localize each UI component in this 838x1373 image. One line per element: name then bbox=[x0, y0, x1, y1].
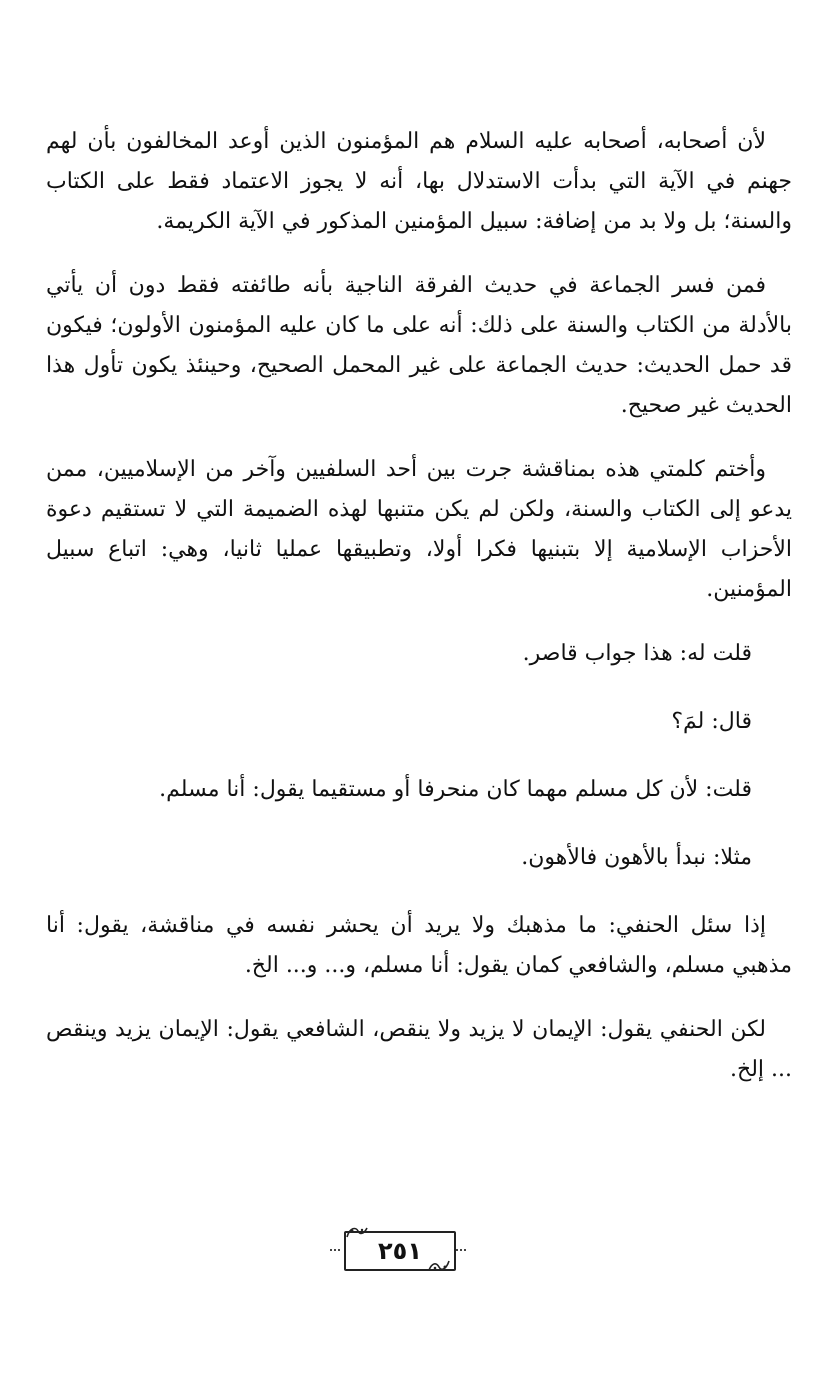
paragraph-1: لأن أصحابه، أصحابه عليه السلام هم المؤمنون الذين أوعد المخالفون بأن لهم جهنم في الآية التي بدأت الاستدلال بها، أنه لا يجوز الاعتماد فقط على الكتاب والسنة؛ بل ولا بد من إضافة: سبيل المؤمنين المذكور في الآية الكريمة. bbox=[46, 129, 792, 234]
dialog-line-2: قال: لمَ؟ bbox=[671, 709, 752, 734]
dialog-line-3: قلت: لأن كل مسلم مهما كان منحرفا أو مستقيما يقول: أنا مسلم. bbox=[159, 777, 752, 802]
footer-dash-right bbox=[456, 1249, 466, 1251]
paragraph-9: لكن الحنفي يقول: الإيمان لا يزيد ولا ينقص، الشافعي يقول: الإيمان يزيد وينقص ... إلخ. bbox=[46, 1017, 792, 1082]
page-number: ٢٥١ bbox=[344, 1231, 456, 1271]
page-body-text bbox=[46, 122, 792, 1114]
dialog-line-1: قلت له: هذا جواب قاصر. bbox=[522, 641, 752, 666]
page-footer bbox=[0, 1223, 838, 1273]
paragraph-2: فمن فسر الجماعة في حديث الفرقة الناجية بأنه طائفته فقط دون أن يأتي بالأدلة من الكتاب والسنة على ذلك: أنه على ما كان عليه المؤمنون الأولون؛ فيكون قد حمل الحديث: حديث الجماعة على غير المحمل الصحيح، وحينئذ يكون تأول هذا الحديث غير صحيح. bbox=[46, 273, 792, 418]
paragraph-3: وأختم كلمتي هذه بمناقشة جرت بين أحد السلفيين وآخر من الإسلاميين، ممن يدعو إلى الكتاب والسنة، ولكن لم يكن متنبها لهذه الضميمة التي لا تستقيم دعوة الأحزاب الإسلامية إلا بتبنيها فكرا أولا، وتطبيقها عمليا ثانيا، وهي: اتباع سبيل المؤمنين. bbox=[46, 457, 792, 602]
paragraph-8: إذا سئل الحنفي: ما مذهبك ولا يريد أن يحشر نفسه في مناقشة، يقول: أنا مذهبي مسلم، والشافعي كمان يقول: أنا مسلم، و... و... الخ. bbox=[46, 913, 792, 978]
corner-ornament-icon bbox=[428, 1259, 450, 1273]
footer-dash-left bbox=[330, 1249, 340, 1251]
dialog-line-4: مثلا: نبدأ بالأهون فالأهون. bbox=[521, 845, 752, 870]
